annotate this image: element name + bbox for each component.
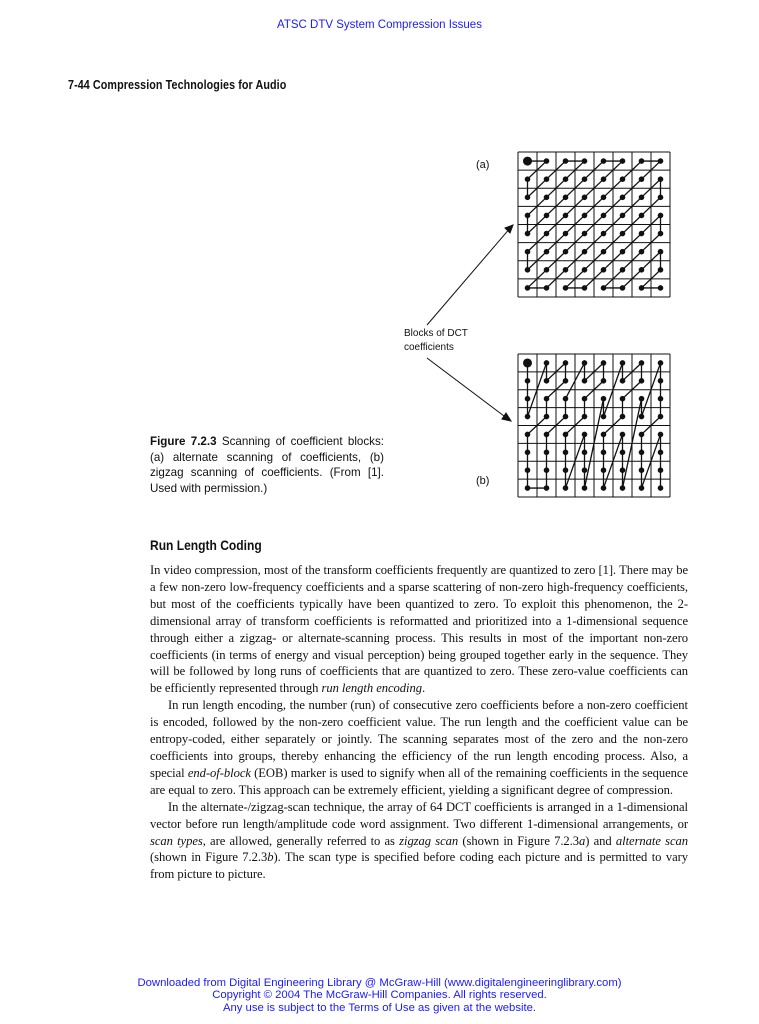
coefficient-dot: [620, 432, 626, 438]
coefficient-dot: [525, 176, 531, 182]
coefficient-dot: [639, 360, 645, 366]
coefficient-dot: [544, 231, 550, 237]
coefficient-dot: [639, 195, 645, 201]
coefficient-dot: [582, 378, 588, 384]
coefficient-dot: [582, 396, 588, 402]
coefficient-dot: [620, 267, 626, 273]
coefficient-dot: [658, 267, 664, 273]
coefficient-dot: [582, 176, 588, 182]
coefficient-dot: [639, 285, 645, 291]
coefficient-dot: [523, 157, 532, 166]
figure-label-a: (a): [476, 159, 490, 171]
coefficient-dot: [601, 249, 607, 255]
coefficient-dot: [563, 213, 569, 219]
coefficient-dot: [582, 432, 588, 438]
footer-copyright[interactable]: Copyright © 2004 The McGraw-Hill Companies. All rights reserved.: [212, 989, 547, 1002]
coefficient-dot: [620, 467, 626, 473]
coefficient-dot: [525, 249, 531, 255]
coefficient-dot: [563, 467, 569, 473]
coefficient-dot: [620, 195, 626, 201]
coefficient-dot: [620, 378, 626, 384]
coefficient-dot: [658, 414, 664, 420]
coefficient-dot: [639, 213, 645, 219]
coefficient-dot: [544, 285, 550, 291]
coefficient-dot: [658, 231, 664, 237]
coefficient-dot: [523, 358, 532, 367]
coefficient-dot: [601, 485, 607, 491]
coefficient-dot: [620, 360, 626, 366]
coefficient-dot: [658, 249, 664, 255]
coefficient-dot: [582, 285, 588, 291]
coefficient-dot: [601, 396, 607, 402]
footer-download-link[interactable]: Downloaded from Digital Engineering Library @ McGraw-Hill (www.digitalengineeringlibrary.com): [137, 977, 622, 989]
coefficient-dot: [620, 249, 626, 255]
coefficient-dot: [563, 249, 569, 255]
section-title: 7-44 Compression Technologies for Audio: [68, 78, 287, 92]
coefficient-dot: [563, 231, 569, 237]
zigzag-scan-path: [523, 358, 663, 490]
coefficient-dot: [601, 467, 607, 473]
coefficient-dot: [525, 231, 531, 237]
coefficient-dot: [582, 158, 588, 164]
coefficient-dot: [544, 450, 550, 456]
coefficient-dot: [601, 414, 607, 420]
coefficient-dot: [620, 450, 626, 456]
paragraph-2: In run length encoding, the number (run) of consecutive zero coefficients before a non-zero coefficient is encoded, followed by the non-zero coefficient value. The run length and the coefficient value can be entropy-coded, either separately or jointly. The scanning separates most of the zero and the non-zero coefficients into groups, thereby enhancing the efficiency of the run length encoding process. Also, a special end-of-block (EOB) marker is used to signify when all of the remaining coefficients in the sequence are equal to zero. This approach can be extremely efficient, yielding a significant degree of compression.: [150, 698, 688, 797]
coefficient-dot: [658, 176, 664, 182]
coefficient-dot: [563, 414, 569, 420]
coefficient-dot: [544, 213, 550, 219]
coefficient-dot: [639, 231, 645, 237]
arrow-head-b: [502, 413, 511, 421]
coefficient-dot: [658, 195, 664, 201]
coefficient-dot: [582, 267, 588, 273]
coefficient-dot: [658, 432, 664, 438]
coefficient-dot: [601, 378, 607, 384]
coefficient-dot: [544, 485, 550, 491]
pointer-arrows: [427, 225, 513, 421]
page-header-title[interactable]: ATSC DTV System Compression Issues: [277, 19, 482, 31]
coefficient-dot: [639, 378, 645, 384]
coefficient-dot: [582, 195, 588, 201]
article-body: [150, 562, 688, 883]
coefficient-dot: [563, 360, 569, 366]
coefficient-dot: [639, 432, 645, 438]
coefficient-dot: [601, 432, 607, 438]
coefficient-dot: [601, 176, 607, 182]
coefficient-dot: [658, 213, 664, 219]
coefficient-dot: [658, 158, 664, 164]
coefficient-dot: [544, 267, 550, 273]
paragraph-1: In video compression, most of the transform coefficients frequently are quantized to zero [1]. There may be a few non-zero low-frequency coefficients and a sparse scattering of non-zero high-frequency coefficients, but most of the coefficients typically have been quantized to zero. To exploit this phenomenon, the 2-dimensional array of transform coefficients is reformatted and prioritized into a 1-dimensional sequence through either a zigzag- or alternate-scanning process. This results in most of the important non-zero coefficients (in terms of energy and visual perception) being grouped together early in the sequence. They will be followed by long runs of coefficients that are quantized to zero. These zero-value coefficients can be efficiently represented through run length encoding.: [150, 563, 688, 696]
coefficient-dot: [582, 249, 588, 255]
coefficient-dot: [525, 195, 531, 201]
coefficient-dot: [620, 485, 626, 491]
coefficient-dot: [544, 378, 550, 384]
coefficient-dot: [525, 396, 531, 402]
coefficient-dot: [639, 249, 645, 255]
coefficient-dot: [639, 396, 645, 402]
coefficient-dot: [563, 432, 569, 438]
coefficient-dot: [563, 195, 569, 201]
footer-terms-link[interactable]: Any use is subject to the Terms of Use as given at the website.: [222, 1001, 537, 1014]
coefficient-dot: [525, 432, 531, 438]
figure-label-b: (b): [476, 475, 490, 487]
coefficient-dot: [544, 195, 550, 201]
coefficient-dot: [601, 360, 607, 366]
page-footer[interactable]: [0, 977, 759, 1014]
arrow-head-a: [505, 225, 513, 233]
coefficient-dot: [658, 485, 664, 491]
blocks-label-line2: coefficients: [404, 342, 454, 353]
blocks-of-dct-label: [404, 327, 468, 355]
coefficient-dot: [658, 450, 664, 456]
caption-label: Figure 7.2.3: [150, 435, 217, 448]
coefficient-dot: [639, 450, 645, 456]
coefficient-dot: [582, 450, 588, 456]
coefficient-dot: [639, 176, 645, 182]
coefficient-dot: [544, 396, 550, 402]
coefficient-dot: [601, 195, 607, 201]
coefficient-dot: [620, 414, 626, 420]
blocks-label-line1: Blocks of DCT: [404, 328, 468, 339]
coefficient-dot: [620, 396, 626, 402]
coefficient-dot: [620, 158, 626, 164]
arrow-to-grid-a: [427, 227, 511, 325]
coefficient-dot: [582, 467, 588, 473]
coefficient-dot: [639, 485, 645, 491]
arrow-to-grid-b: [427, 358, 508, 419]
coefficient-dot: [658, 396, 664, 402]
coefficient-dot: [658, 360, 664, 366]
coefficient-dot: [582, 414, 588, 420]
coefficient-dot: [563, 378, 569, 384]
coefficient-dot: [658, 467, 664, 473]
coefficient-dot: [620, 176, 626, 182]
coefficient-dot: [563, 267, 569, 273]
coefficient-dot: [544, 432, 550, 438]
coefficient-dot: [601, 285, 607, 291]
coefficient-dot: [563, 485, 569, 491]
coefficient-dot: [620, 285, 626, 291]
coefficient-dot: [639, 467, 645, 473]
coefficient-grid-b: [518, 354, 670, 497]
coefficient-dot: [525, 213, 531, 219]
coefficient-dot: [639, 158, 645, 164]
coefficient-dot: [620, 213, 626, 219]
coefficient-dot: [563, 158, 569, 164]
coefficient-dot: [582, 360, 588, 366]
coefficient-dot: [563, 285, 569, 291]
coefficient-dot: [544, 176, 550, 182]
coefficient-dot: [582, 213, 588, 219]
coefficient-dot: [525, 414, 531, 420]
coefficient-dot: [658, 378, 664, 384]
coefficient-dot: [639, 414, 645, 420]
coefficient-dot: [544, 467, 550, 473]
coefficient-dot: [601, 450, 607, 456]
coefficient-dot: [525, 285, 531, 291]
caption-text: Scanning of coefficient blocks: (a) alternate scanning of coefficients, (b) zigzag scanning of coefficients. (From [1]. Used with permission.): [150, 435, 384, 495]
coefficient-dot: [582, 485, 588, 491]
coefficient-dot: [544, 158, 550, 164]
coefficient-dot: [601, 267, 607, 273]
coefficient-dot: [620, 231, 626, 237]
coefficient-dot: [525, 450, 531, 456]
coefficient-dot: [525, 378, 531, 384]
coefficient-dot: [563, 396, 569, 402]
coefficient-dot: [639, 267, 645, 273]
run-length-coding-heading: Run Length Coding: [150, 537, 262, 553]
coefficient-dot: [544, 360, 550, 366]
coefficient-dot: [582, 231, 588, 237]
coefficient-dot: [544, 249, 550, 255]
paragraph-3: In the alternate-/zigzag-scan technique, the array of 64 DCT coefficients is arranged in a 1-dimensional vector before run length/amplitude code word assignment. Two different 1-dimensional arrangements, or scan types, are allowed, generally referred to as zigzag scan (shown in Figure 7.2.3a) and alternate scan (shown in Figure 7.2.3b). The scan type is specified before coding each picture and is permitted to vary from picture to picture.: [150, 799, 689, 882]
coefficient-dot: [563, 450, 569, 456]
coefficient-dot: [601, 213, 607, 219]
coefficient-dot: [563, 176, 569, 182]
alternate-scan-path: [523, 157, 663, 291]
coefficient-dot: [601, 231, 607, 237]
coefficient-dot: [525, 485, 531, 491]
coefficient-dot: [601, 158, 607, 164]
coefficient-dot: [525, 267, 531, 273]
coefficient-dot: [658, 285, 664, 291]
coefficient-dot: [525, 467, 531, 473]
coefficient-dot: [544, 414, 550, 420]
figure-caption: [150, 434, 384, 496]
